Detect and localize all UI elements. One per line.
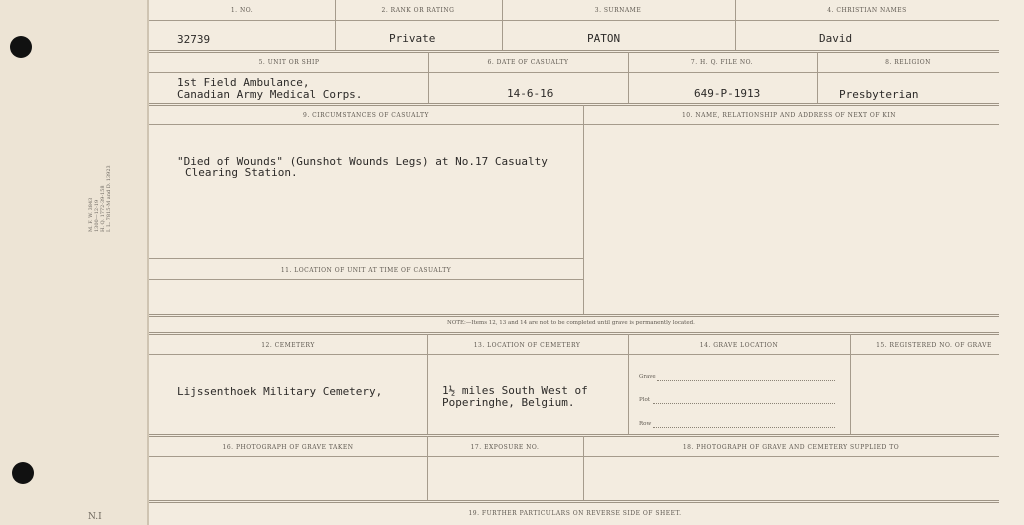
col-divider: [428, 52, 429, 103]
label-no: 1. NO.: [230, 7, 254, 14]
label-date: 6. DATE OF CASUALTY: [487, 59, 569, 66]
row-field-label: Row: [639, 421, 652, 427]
cemetery-location-line-1: 1½ miles South West of: [442, 384, 588, 397]
label-photograph-taken: 16. PHOTOGRAPH OF GRAVE TAKEN: [222, 444, 354, 451]
col-divider: [850, 334, 851, 434]
surname-value: PATON: [587, 32, 621, 45]
grave-line: [657, 380, 835, 381]
label-grave-location: 14. GRAVE LOCATION: [699, 342, 779, 349]
col-divider: [427, 436, 428, 500]
christian-names-value: David: [819, 32, 853, 45]
punch-hole-bottom: [12, 462, 34, 484]
card-stub: [0, 0, 147, 525]
stub-print-code: M. F. W. 3843 1300—12-19 H. Q. 1772-39-158 I. L. 7815-M and D. 13923: [88, 165, 112, 232]
col-divider: [735, 0, 736, 50]
rule: [149, 314, 999, 317]
label-rank: 2. RANK OR RATING: [381, 7, 455, 14]
rule: [149, 50, 999, 53]
rank-value: Private: [389, 32, 436, 45]
label-registered-no: 15. REGISTERED NO. OF GRAVE: [876, 342, 992, 349]
col-divider: [502, 0, 503, 50]
service-number: 32739: [177, 33, 211, 46]
date-of-casualty: 14-6-16: [507, 87, 554, 100]
col-divider: [817, 52, 818, 103]
rule: [149, 258, 583, 259]
rule: [149, 20, 999, 21]
label-next-of-kin: 10. NAME, RELATIONSHIP AND ADDRESS OF NEXT OF KIN: [681, 112, 897, 119]
rule: [149, 332, 999, 335]
label-photograph-supplied: 18. PHOTOGRAPH OF GRAVE AND CEMETERY SUPPLIED TO: [682, 444, 900, 451]
hq-file-number: 649-P-1913: [694, 87, 761, 100]
cemetery-location-line-2: Poperinghe, Belgium.: [442, 396, 575, 409]
rule: [149, 124, 999, 125]
label-further-particulars: 19. FURTHER PARTICULARS ON REVERSE SIDE OF SHEET.: [468, 510, 682, 517]
label-religion: 8. RELIGION: [885, 59, 931, 66]
rule: [149, 456, 999, 457]
rule: [149, 103, 999, 106]
rule: [149, 72, 999, 73]
grave-note: NOTE:—Items 12, 13 and 14 are not to be completed until grave is permanently located.: [447, 320, 695, 326]
religion-value: Presbyterian: [839, 88, 919, 101]
label-surname: 3. SURNAME: [594, 7, 642, 14]
unit-line-2: Canadian Army Medical Corps.: [177, 88, 363, 101]
punch-hole-top: [10, 36, 32, 58]
label-christian-names: 4. CHRISTIAN NAMES: [827, 7, 907, 14]
col-divider: [628, 52, 629, 103]
col-divider: [583, 436, 584, 500]
label-exposure-no: 17. EXPOSURE NO.: [470, 444, 540, 451]
col-divider: [335, 0, 336, 50]
plot-line: [653, 403, 835, 404]
rule: [149, 500, 999, 503]
label-cemetery: 12. CEMETERY: [261, 342, 315, 349]
label-location-of-unit: 11. LOCATION OF UNIT AT TIME OF CASUALTY: [280, 267, 452, 274]
rule: [149, 434, 999, 437]
label-cemetery-location: 13. LOCATION OF CEMETERY: [473, 342, 581, 349]
circumstances-line-2: Clearing Station.: [185, 166, 298, 179]
form-sheet: [147, 0, 1024, 525]
col-divider: [628, 334, 629, 434]
rule: [149, 354, 999, 355]
label-hq-file: 7. H. Q. FILE NO.: [690, 59, 754, 66]
rule: [149, 279, 583, 280]
unit-line-1: 1st Field Ambulance,: [177, 76, 310, 89]
row-line: [653, 427, 835, 428]
cemetery-name: Lijssenthoek Military Cemetery,: [177, 385, 383, 398]
grave-field-label: Grave: [639, 374, 656, 380]
col-divider: [427, 334, 428, 434]
circumstances-line-1: "Died of Wounds" (Gunshot Wounds Legs) at No.17 Casualty: [177, 155, 548, 168]
label-circumstances: 9. CIRCUMSTANCES OF CASUALTY: [303, 112, 429, 119]
col-divider: [583, 105, 584, 314]
plot-field-label: Plot: [639, 397, 650, 403]
label-unit: 5. UNIT OR SHIP: [258, 59, 320, 66]
stub-corner-text: N.I: [88, 512, 102, 522]
